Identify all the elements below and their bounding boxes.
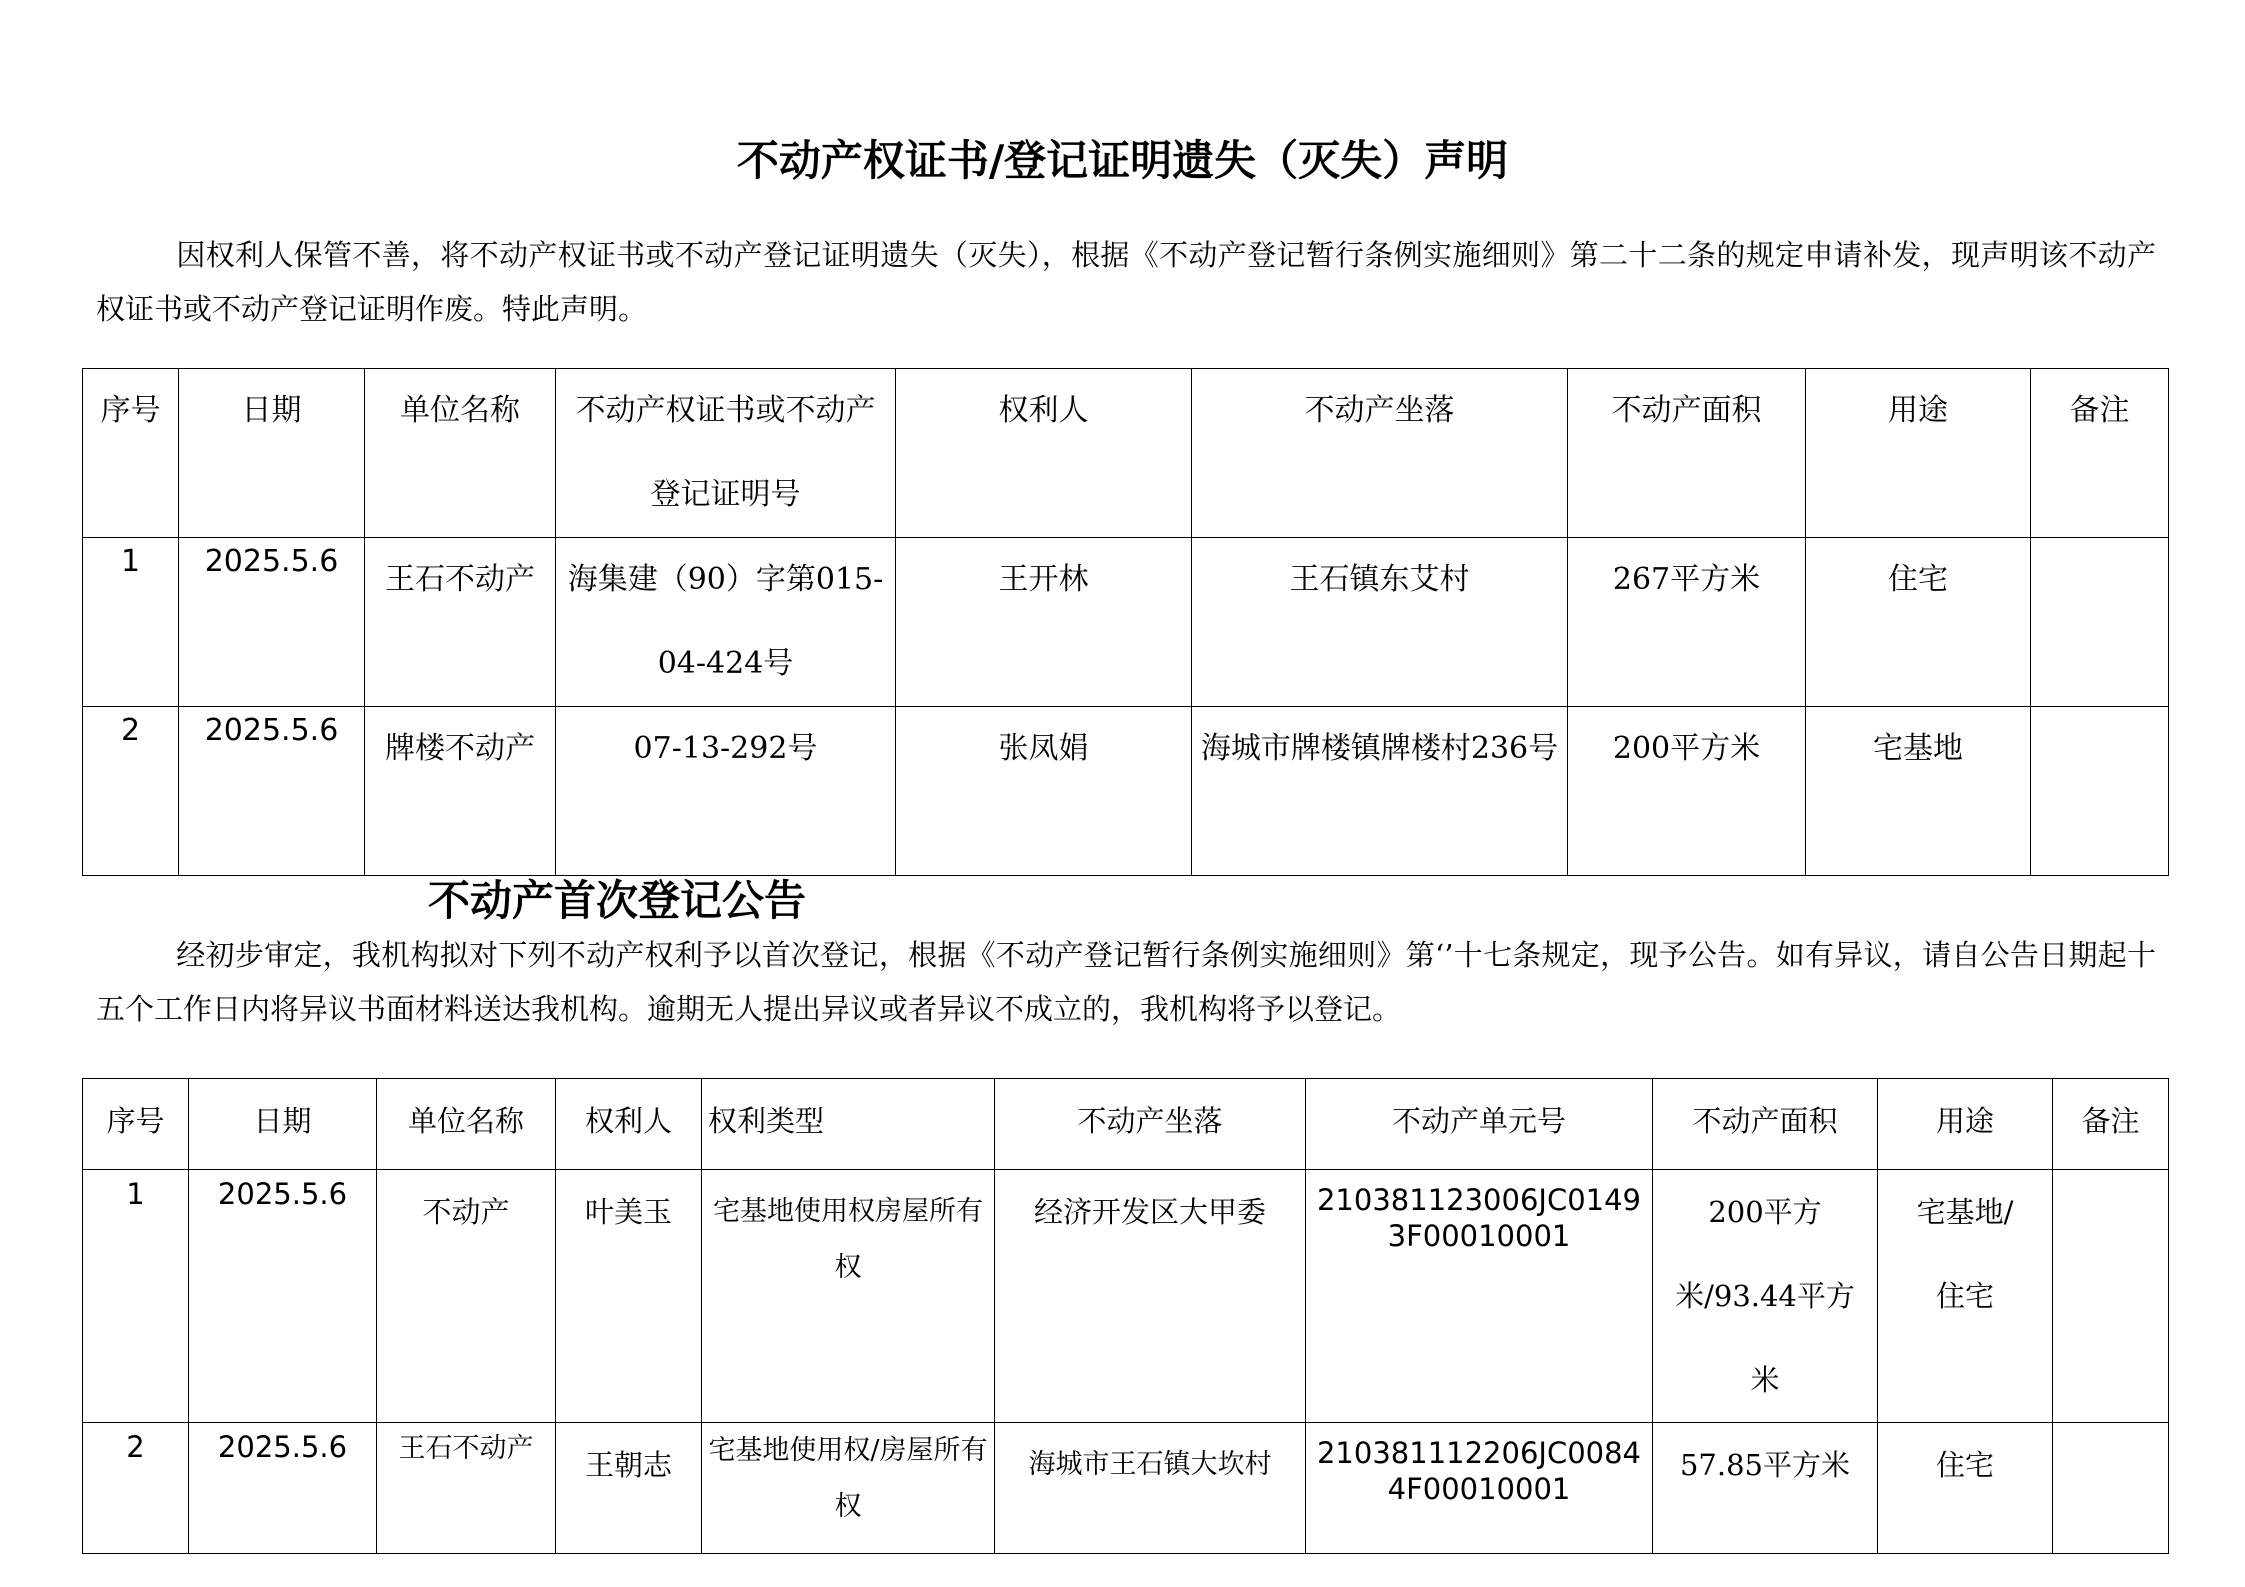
header-cell: 权利人 xyxy=(556,1079,702,1170)
row-location: 海城市牌楼镇牌楼村236号 xyxy=(1192,707,1568,876)
declaration-text: 因权利人保管不善，将不动产权证书或不动产登记证明遗失（灭失），根据《不动产登记暂行条例实施细则》第二十二条的规定申请补发，现声明该不动产权证书或不动产登记证明作废。特此声明。 xyxy=(96,238,2156,326)
row-number: 2 xyxy=(83,707,179,876)
row-unit: 王石不动产 xyxy=(365,538,556,707)
row-right-type: 宅基地使用权房屋所有权 xyxy=(702,1170,995,1423)
row-certificate-number: 07-13-292号 xyxy=(556,707,896,876)
row-location: 海城市王石镇大坎村 xyxy=(995,1423,1306,1554)
row-unit: 王石不动产 xyxy=(377,1423,556,1554)
row-remark xyxy=(2031,538,2169,707)
row-remark xyxy=(2031,707,2169,876)
row-date: 2025.5.6 xyxy=(189,1170,377,1423)
header-cell: 不动产面积 xyxy=(1653,1079,1878,1170)
first-registration-table xyxy=(82,1078,2169,1554)
header-cell: 序号 xyxy=(83,1079,189,1170)
row-area: 200平方米 xyxy=(1568,707,1806,876)
row-number: 2 xyxy=(83,1423,189,1554)
header-cell: 备注 xyxy=(2031,369,2169,538)
table-row xyxy=(83,1423,2169,1554)
header-cell: 不动产单元号 xyxy=(1306,1079,1653,1170)
declaration-paragraph xyxy=(96,228,2156,336)
header-cell: 不动产坐落 xyxy=(1192,369,1568,538)
table-row xyxy=(83,707,2169,876)
header-cell: 不动产权证书或不动产登记证明号 xyxy=(556,369,896,538)
lost-certificate-table xyxy=(82,368,2169,876)
row-owner: 王开林 xyxy=(896,538,1192,707)
row-unit-number: 210381112206JC00844F00010001 xyxy=(1306,1423,1653,1554)
table-row xyxy=(83,1170,2169,1423)
row-unit: 不动产 xyxy=(377,1170,556,1423)
header-cell: 不动产坐落 xyxy=(995,1079,1306,1170)
header-cell: 日期 xyxy=(179,369,365,538)
row-use: 宅基地/住宅 xyxy=(1878,1170,2053,1423)
row-certificate-number: 海集建（90）字第015-04-424号 xyxy=(556,538,896,707)
row-number: 1 xyxy=(83,1170,189,1423)
row-date: 2025.5.6 xyxy=(189,1423,377,1554)
row-right-type: 宅基地使用权/房屋所有权 xyxy=(702,1423,995,1554)
header-cell: 单位名称 xyxy=(365,369,556,538)
row-use: 住宅 xyxy=(1878,1423,2053,1554)
row-remark xyxy=(2053,1423,2169,1554)
row-owner: 王朝志 xyxy=(556,1423,702,1554)
header-cell: 权利类型 xyxy=(702,1079,995,1170)
row-unit-number: 210381123006JC01493F00010001 xyxy=(1306,1170,1653,1423)
row-remark xyxy=(2053,1170,2169,1423)
header-cell: 用途 xyxy=(1878,1079,2053,1170)
header-cell: 备注 xyxy=(2053,1079,2169,1170)
announcement-text: 经初步审定，我机构拟对下列不动产权利予以首次登记，根据《不动产登记暂行条例实施细则》第‘’十七条规定，现予公告。如有异议，请自公告日期起十五个工作日内将异议书面材料送达我机构。逾期无人提出异议或者异议不成立的，我机构将予以登记。 xyxy=(96,938,2156,1026)
header-cell: 用途 xyxy=(1806,369,2031,538)
header-cell: 序号 xyxy=(83,369,179,538)
row-location: 经济开发区大甲委 xyxy=(995,1170,1306,1423)
row-date: 2025.5.6 xyxy=(179,538,365,707)
row-unit: 牌楼不动产 xyxy=(365,707,556,876)
table-header-row xyxy=(83,369,2169,538)
declaration-title: 不动产权证书/登记证明遗失（灭失）声明 xyxy=(736,136,1509,185)
row-use: 住宅 xyxy=(1806,538,2031,707)
announcement-paragraph xyxy=(96,928,2156,1036)
table-header-row xyxy=(83,1079,2169,1170)
row-owner: 张凤娟 xyxy=(896,707,1192,876)
table-row xyxy=(83,538,2169,707)
announcement-title: 不动产首次登记公告 xyxy=(427,876,806,925)
header-cell: 单位名称 xyxy=(377,1079,556,1170)
header-cell: 日期 xyxy=(189,1079,377,1170)
row-area: 267平方米 xyxy=(1568,538,1806,707)
row-use: 宅基地 xyxy=(1806,707,2031,876)
row-area: 57.85平方米 xyxy=(1653,1423,1878,1554)
row-location: 王石镇东艾村 xyxy=(1192,538,1568,707)
row-number: 1 xyxy=(83,538,179,707)
row-date: 2025.5.6 xyxy=(179,707,365,876)
header-cell: 权利人 xyxy=(896,369,1192,538)
row-owner: 叶美玉 xyxy=(556,1170,702,1423)
row-area: 200平方米/93.44平方米 xyxy=(1653,1170,1878,1423)
header-cell: 不动产面积 xyxy=(1568,369,1806,538)
